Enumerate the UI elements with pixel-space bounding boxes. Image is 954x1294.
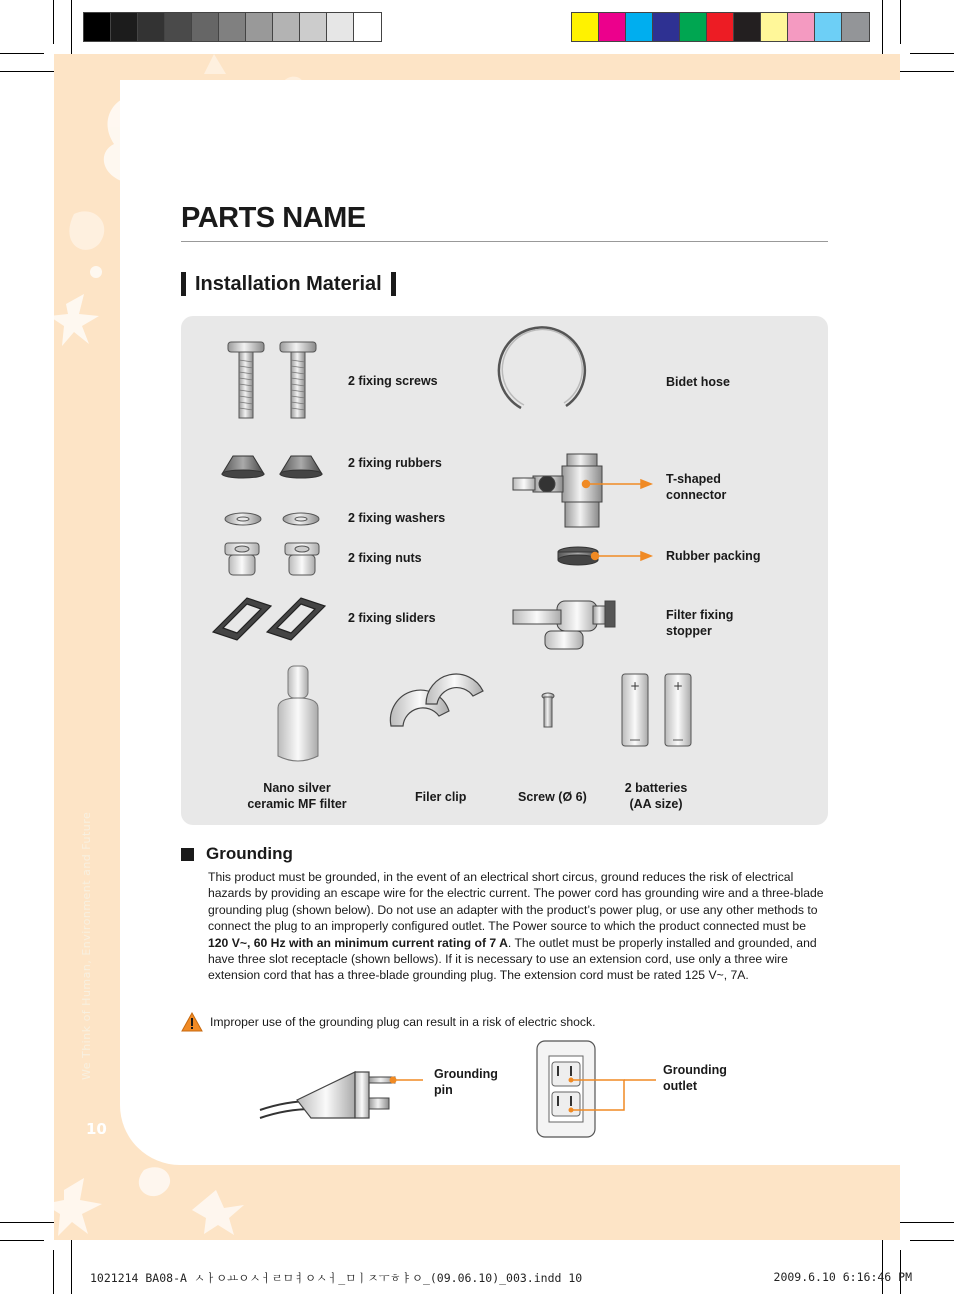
label-line: outlet [663, 1079, 698, 1093]
section-title: Installation Material [195, 272, 382, 295]
side-slogan: We Think of Human, Environment and Future [80, 811, 93, 1080]
batteries-icon [622, 674, 691, 746]
label-line: 2 batteries [624, 781, 688, 795]
section-heading [181, 272, 396, 296]
heading-bar-right [391, 272, 396, 296]
svg-text:+: + [672, 679, 684, 693]
nano-filter-icon [278, 666, 318, 761]
crop-mark [53, 0, 54, 44]
filer-clip-icon [390, 674, 483, 726]
color-swatch [761, 13, 788, 41]
title-divider [181, 241, 828, 242]
label-line: Filter fixing [666, 608, 734, 622]
color-swatch [246, 13, 273, 41]
label-line: Grounding [434, 1067, 498, 1081]
color-swatch [327, 13, 354, 41]
color-swatch-bar [571, 12, 870, 42]
small-screw-icon [542, 693, 554, 727]
crop-mark [0, 71, 60, 72]
color-swatch [707, 13, 734, 41]
color-swatch [138, 13, 165, 41]
label-grounding-pin [434, 1066, 498, 1098]
color-swatch [273, 13, 300, 41]
color-swatch [300, 13, 327, 41]
label-filer-clip: Filer clip [415, 790, 467, 804]
label-nano-filter [236, 780, 358, 812]
color-swatch [84, 13, 111, 41]
color-swatch [219, 13, 246, 41]
crop-mark [900, 0, 901, 44]
heading-square-icon [181, 848, 194, 861]
fixing-rubbers-icon [222, 456, 322, 478]
label-line: T-shaped [666, 472, 721, 486]
print-slug [90, 1270, 912, 1286]
fixing-nuts-icon [225, 543, 319, 575]
label-fixing-screws: 2 fixing screws [348, 374, 438, 388]
label-line: pin [434, 1083, 453, 1097]
color-swatch [572, 13, 599, 41]
color-swatch [788, 13, 815, 41]
crop-mark [0, 53, 44, 54]
label-t-connector [666, 471, 726, 503]
parts-illustrations [181, 316, 828, 825]
crop-mark [910, 1240, 954, 1241]
crop-mark [894, 1222, 954, 1223]
warning-row [181, 1012, 595, 1032]
page-title: PARTS NAME [181, 202, 366, 234]
filter-stopper-icon [513, 601, 615, 649]
color-swatch [653, 13, 680, 41]
color-swatch [626, 13, 653, 41]
bidet-hose-icon [499, 327, 585, 408]
label-fixing-rubbers: 2 fixing rubbers [348, 456, 442, 470]
grounding-plug-illustration [255, 1040, 435, 1130]
t-connector-icon [513, 454, 602, 527]
label-fixing-sliders: 2 fixing sliders [348, 611, 436, 625]
paragraph-text: This product must be grounded, in the event of an electrical short circus, ground reduces the risk of electrical hazards by providing an escape wire for the electric current. The power cord has grounding wire and a three-blade grounding plug (shown below). Do not use an adapter with the product’s power plug, or use any other methods to connect the plug to an improperly configured outlet. The Power source to which the product connected must be [208, 870, 824, 934]
page-number: 10 [86, 1120, 107, 1138]
print-date: 2009.6.10 6:16:46 PM [773, 1270, 912, 1284]
grounding-heading [181, 844, 293, 864]
crop-mark [0, 1240, 44, 1241]
warning-text: Improper use of the grounding plug can result in a risk of electric shock. [210, 1015, 596, 1029]
label-batteries [616, 780, 696, 812]
color-swatch [111, 13, 138, 41]
label-line: Nano silver [263, 781, 331, 795]
color-swatch [842, 13, 869, 41]
warning-icon [181, 1012, 203, 1032]
color-swatch [599, 13, 626, 41]
crop-mark [894, 71, 954, 72]
label-line: (AA size) [629, 797, 683, 811]
label-line: ceramic MF filter [247, 797, 347, 811]
fixing-sliders-icon [213, 598, 325, 640]
color-swatch [354, 13, 381, 41]
rubber-packing-arrow [592, 552, 652, 560]
label-rubber-packing: Rubber packing [666, 549, 761, 563]
color-swatch [165, 13, 192, 41]
color-swatch [734, 13, 761, 41]
label-bidet-hose: Bidet hose [666, 375, 730, 389]
crop-mark [910, 53, 954, 54]
svg-text:+: + [629, 679, 641, 693]
heading-bar-left [181, 272, 186, 296]
grounding-title: Grounding [206, 844, 293, 863]
label-fixing-washers: 2 fixing washers [348, 511, 446, 525]
crop-mark [0, 1222, 60, 1223]
crop-mark [71, 0, 72, 60]
grayscale-swatch-bar [83, 12, 382, 42]
grounding-paragraph [208, 869, 826, 984]
color-swatch [192, 13, 219, 41]
fixing-washers-icon [225, 513, 319, 525]
file-name: 1021214 BA08-A ㅅㅏㅇㅛㅇㅅㅓㄹㅁㅕㅇㅅㅓ_ㅁㅣㅈㅜㅎㅑㅇ_(09.06.10)_003.indd 10 [90, 1271, 583, 1285]
label-line: stopper [666, 624, 712, 638]
crop-mark [71, 1234, 72, 1294]
label-fixing-nuts: 2 fixing nuts [348, 551, 422, 565]
crop-mark [53, 1250, 54, 1294]
label-filter-stopper [666, 607, 733, 639]
rating-text: 120 V~, 60 Hz with an minimum current rating of 7 A [208, 935, 508, 950]
label-line: connector [666, 488, 727, 502]
label-grounding-outlet [663, 1062, 727, 1094]
label-screw-6: Screw (Ø 6) [518, 790, 587, 804]
color-swatch [815, 13, 842, 41]
paragraph-text: . The outlet must be properly installed and grounded, and have three slot receptacle (shown bellows). If it is necessary to use an extension cord, use only a three wire extension cord that has a three-blade grounding plug. The extension cord must be rated 125 V~, 7A. [208, 935, 817, 983]
color-swatch [680, 13, 707, 41]
crop-mark [882, 0, 883, 60]
label-line: Grounding [663, 1063, 727, 1077]
